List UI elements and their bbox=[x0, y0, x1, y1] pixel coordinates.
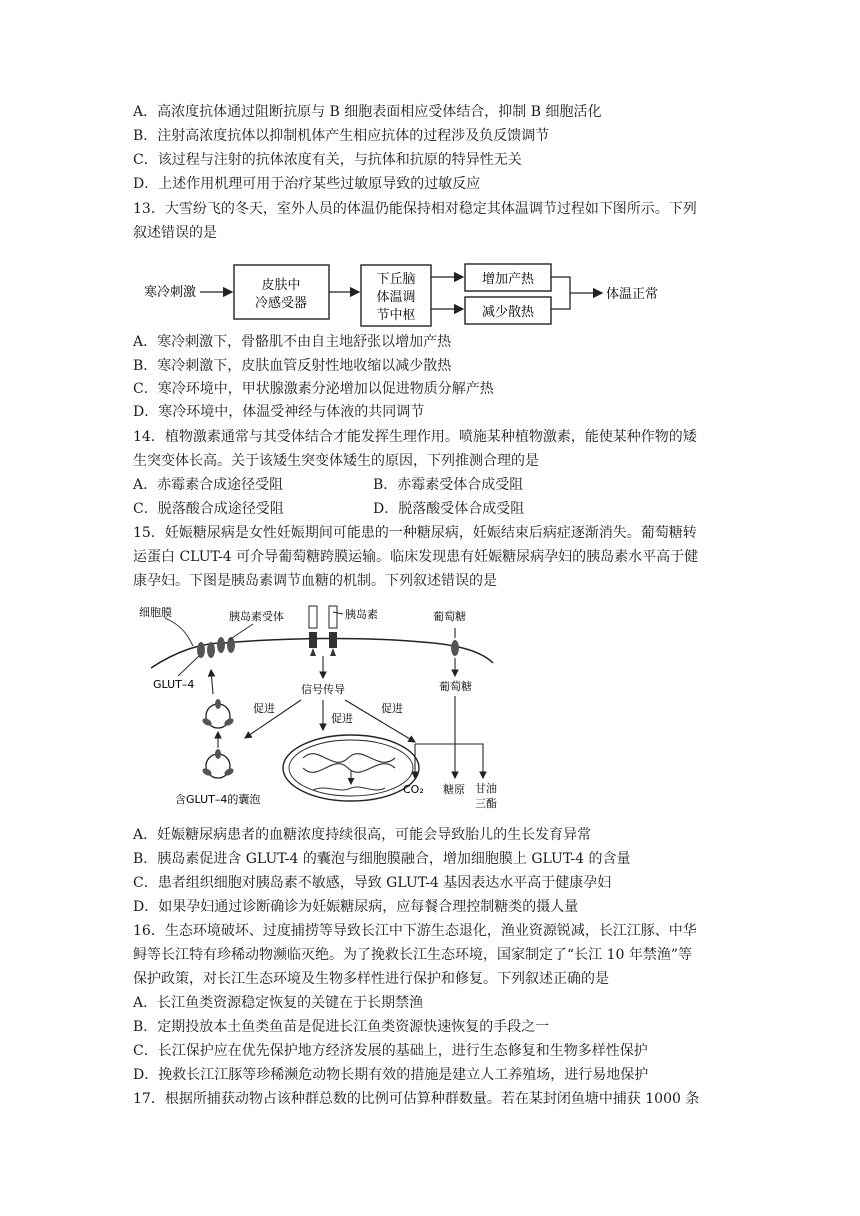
signal-label: 信号传导 bbox=[301, 683, 345, 696]
glucose-channel bbox=[451, 640, 459, 656]
q14-option-a: A．赤霉素合成途径受阻 bbox=[133, 477, 284, 493]
co2-label: CO₂ bbox=[403, 783, 424, 796]
triglyceride-label-1: 甘油 bbox=[475, 782, 497, 795]
triglyceride-label-2: 三酯 bbox=[475, 797, 497, 810]
thermoregulation-diagram bbox=[130, 252, 710, 330]
result-label: 体温正常 bbox=[606, 287, 659, 302]
q15-option-d: D．如果孕妇通过诊断确诊为妊娠糖尿病，应每餐合理控制糖类的摄人量 bbox=[133, 899, 579, 915]
glycogen-label: 糖原 bbox=[443, 783, 465, 796]
q12-option-c: C．该过程与注射的抗体浓度有关，与抗体和抗原的特异性无关 bbox=[133, 152, 522, 168]
receptor-label-2: 冷感受器 bbox=[254, 296, 308, 311]
q13-stem-line2: 叙述错误的是 bbox=[133, 225, 217, 241]
promote-middle-label: 促进 bbox=[331, 712, 353, 725]
q13-option-d: D．寒冷环境中，体温受神经与体液的共同调节 bbox=[133, 404, 425, 420]
q16-option-a: A．长江鱼类资源稳定恢复的关键在于长期禁渔 bbox=[133, 995, 424, 1011]
stimulus-label: 寒冷刺激 bbox=[144, 285, 197, 300]
q12-option-a: A．高浓度抗体通过阻断抗原与 B 细胞表面相应受体结合，抑制 B 细胞活化 bbox=[133, 104, 602, 120]
q16-stem-line2: 鲟等长江特有珍稀动物濒临灭绝。为了挽救长江生态环境，国家制定了“长江 10 年禁渔”等 bbox=[133, 947, 693, 963]
insulin-mechanism-diagram bbox=[133, 598, 528, 820]
promote-right-label: 促进 bbox=[381, 702, 403, 715]
glut4-vesicle-upper bbox=[201, 699, 235, 728]
q16-stem-line1: 16．生态环境破坏、过度捕捞等导致长江中下游生态退化，渔业资源锐减，长江江豚、中华 bbox=[133, 923, 697, 939]
q17-stem-line1: 17．根据所捕获动物占该种群总数的比例可估算种群数量。若在某封闭鱼塘中捕获 1000 条 bbox=[133, 1091, 700, 1107]
insulin-label: 胰岛素 bbox=[345, 608, 378, 621]
q13-option-a: A．寒冷刺激下，骨骼肌不由自主地舒张以增加产热 bbox=[133, 334, 452, 350]
q13-option-c: C．寒冷环境中，甲状腺激素分泌增加以促进物质分解产热 bbox=[133, 381, 494, 397]
q15-stem-line1: 15．妊娠糖尿病是女性妊娠期间可能患的一种糖尿病，妊娠结束后病症逐渐消失。葡萄糖转 bbox=[133, 525, 697, 541]
vesicle-label: 含GLUT–4的囊泡 bbox=[175, 793, 261, 806]
q16-option-d: D．挽救长江江豚等珍稀濒危动物长期有效的措施是建立人工养殖场，进行易地保护 bbox=[133, 1067, 649, 1083]
q14-stem-line2: 生突变体长高。关于该矮生突变体矮生的原因，下列推测合理的是 bbox=[133, 453, 539, 469]
promote-left-label: 促进 bbox=[253, 702, 275, 715]
glut4-vesicle-lower bbox=[201, 749, 235, 778]
center-label-2: 体温调 bbox=[376, 290, 416, 305]
q14-option-b: B．赤霉素受体合成受阻 bbox=[373, 477, 524, 493]
center-label-3: 节中枢 bbox=[376, 308, 416, 323]
glut4-transporter-2 bbox=[217, 637, 235, 653]
q15-stem-line2: 运蛋白 CLUT-4 可介导葡萄糖跨膜运输。临床发现患有妊娠糖尿病孕妇的胰岛素水平高于健 bbox=[133, 549, 699, 565]
q16-option-b: B．定期投放本土鱼类鱼苗是促进长江鱼类资源快速恢复的手段之一 bbox=[133, 1019, 550, 1035]
q12-option-b: B．注射高浓度抗体以抑制机体产生相应抗体的过程涉及负反馈调节 bbox=[133, 128, 550, 144]
receptor-label-1: 皮肤中 bbox=[261, 278, 301, 293]
q14-option-c: C．脱落酸合成途径受阻 bbox=[133, 501, 284, 517]
q15-option-b: B．胰岛素促进含 GLUT-4 的囊泡与细胞膜融合，增加细胞膜上 GLUT-4 的含量 bbox=[133, 851, 631, 867]
center-label-1: 下丘脑 bbox=[376, 272, 416, 287]
q15-stem-line3: 康孕妇。下图是胰岛素调节血糖的机制。下列叙述错误的是 bbox=[133, 573, 497, 589]
heat-production-label: 增加产热 bbox=[481, 272, 535, 287]
receptor-label: 胰岛素受体 bbox=[229, 610, 284, 623]
glucose-inside-label: 葡萄糖 bbox=[439, 680, 472, 693]
q16-option-c: C．长江保护应在优先保护地方经济发展的基础上，进行生态修复和生物多样性保护 bbox=[133, 1043, 648, 1059]
q13-option-b: B．寒冷刺激下，皮肤血管反射性地收缩以减少散热 bbox=[133, 358, 452, 374]
q15-option-a: A．妊娠糖尿病患者的血糖浓度持续很高，可能会导致胎儿的生长发育异常 bbox=[133, 827, 592, 843]
q12-option-d: D．上述作用机理可用于治疗某些过敏原导致的过敏反应 bbox=[133, 176, 481, 192]
glut4-label: GLUT–4 bbox=[153, 678, 195, 691]
q15-option-c: C．患者组织细胞对胰岛素不敏感，导致 GLUT-4 基因表达水平高于健康孕妇 bbox=[133, 875, 612, 891]
insulin-receptor bbox=[309, 606, 337, 656]
q14-option-d: D．脱落酸受体合成受阻 bbox=[373, 501, 525, 517]
q14-stem-line1: 14．植物激素通常与其受体结合才能发挥生理作用。喷施某种植物激素，能使某种作物的矮 bbox=[133, 429, 697, 445]
glucose-outside-label: 葡萄糖 bbox=[433, 610, 466, 623]
q13-stem-line1: 13．大雪纷飞的冬天，室外人员的体温仍能保持相对稳定其体温调节过程如下图所示。下列 bbox=[133, 201, 697, 217]
q16-stem-line3: 保护政策，对长江生态环境及生物多样性进行保护和修复。下列叙述正确的是 bbox=[133, 971, 609, 987]
dna-helix bbox=[303, 754, 395, 763]
membrane-label: 细胞膜 bbox=[139, 606, 172, 619]
heat-loss-label: 减少散热 bbox=[481, 305, 535, 320]
